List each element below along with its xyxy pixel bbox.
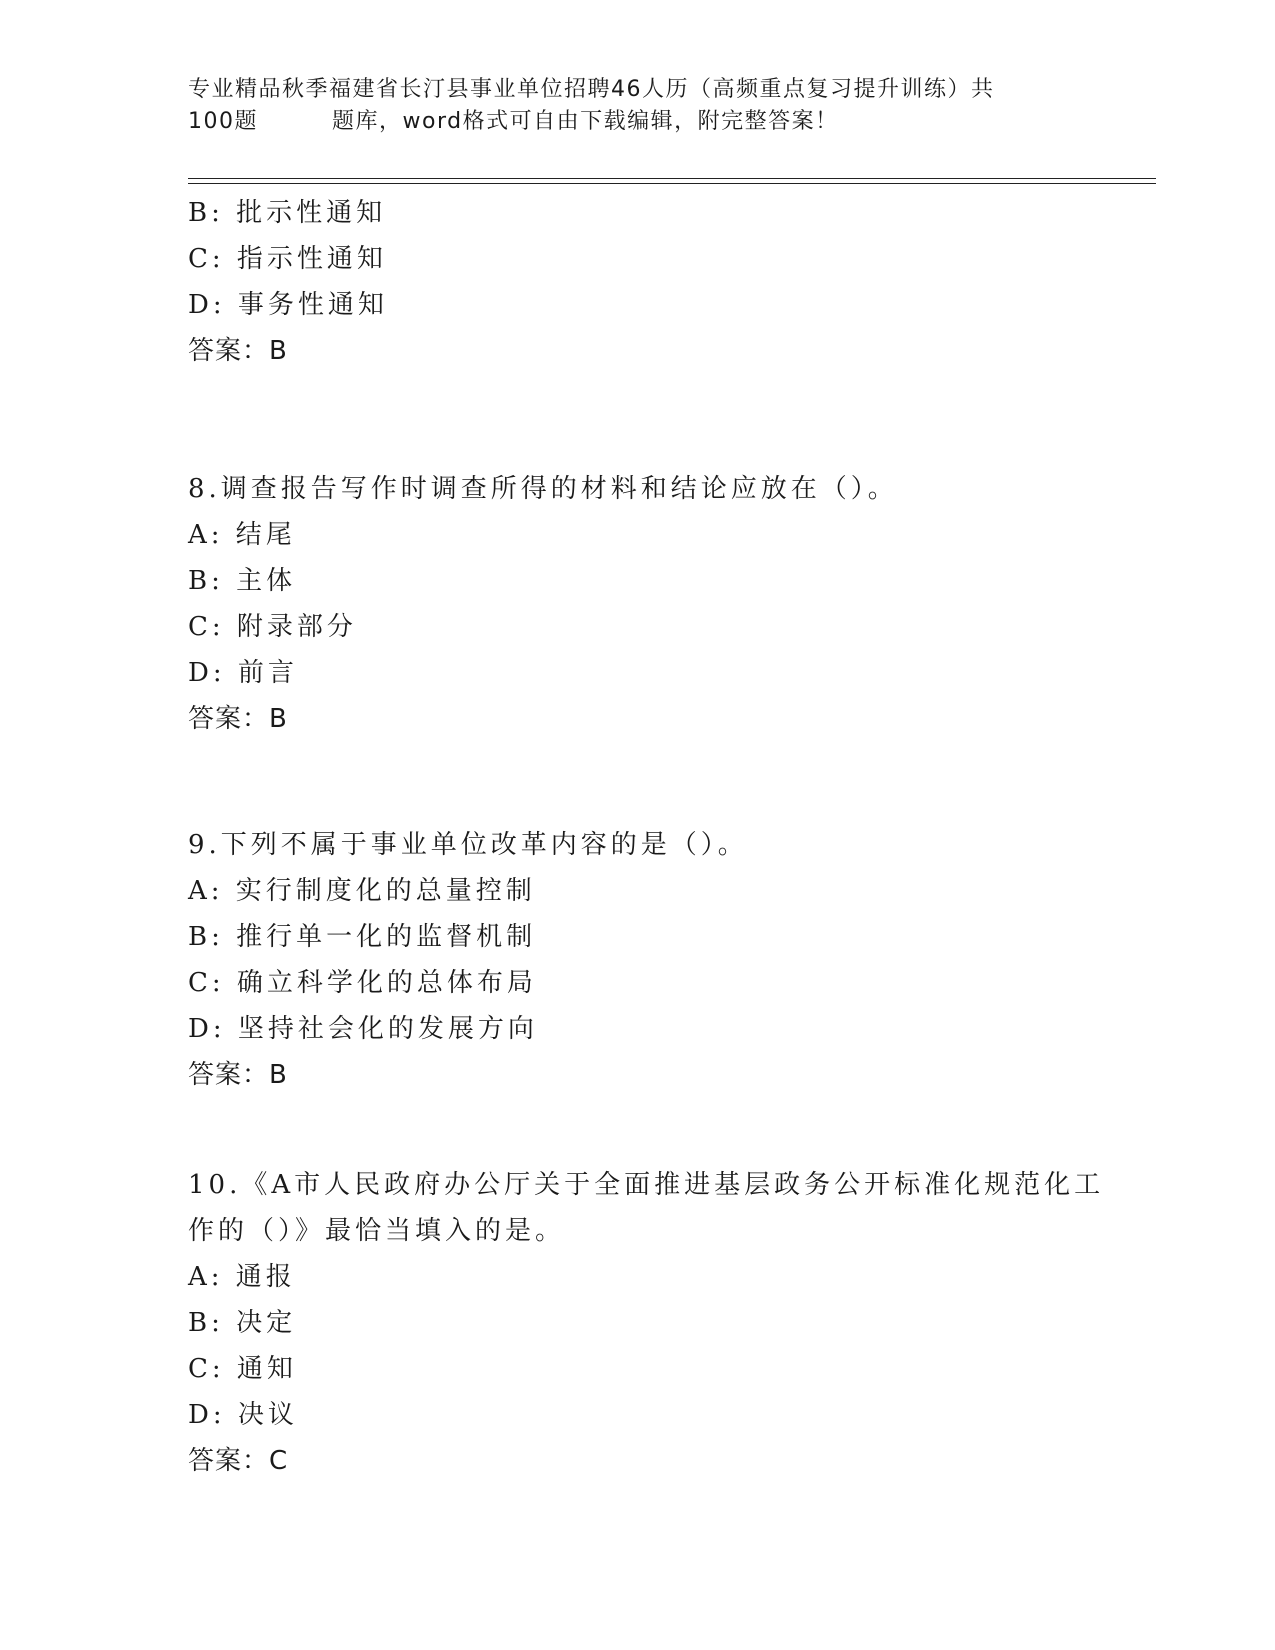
option-c: C: 确立科学化的总体布局	[188, 968, 537, 998]
answer: 答案：B	[188, 336, 288, 366]
header-question-count: 100题	[188, 109, 258, 134]
question-content	[188, 190, 1105, 1484]
header-title-line1: 专业精品秋季福建省长汀县事业单位招聘46人历（高频重点复习提升训练）共	[188, 77, 995, 102]
option-c: C: 指示性通知	[188, 244, 387, 274]
option-b: B: 主体	[188, 566, 297, 596]
header-divider-top	[188, 178, 1156, 179]
header-divider-bottom	[188, 183, 1156, 184]
header-title-line2	[188, 106, 1068, 138]
option-d: D: 事务性通知	[188, 290, 388, 320]
option-b: B: 批示性通知	[188, 198, 387, 228]
header-description: 题库，word格式可自由下载编辑，附完整答案！	[332, 109, 839, 134]
option-b: B: 决定	[188, 1308, 297, 1338]
document-header	[188, 74, 1068, 138]
option-a: A: 实行制度化的总量控制	[188, 876, 536, 906]
answer: 答案：B	[188, 704, 288, 734]
option-a: A: 通报	[188, 1262, 296, 1292]
question-10	[188, 1162, 1105, 1484]
option-d: D: 决议	[188, 1400, 298, 1430]
question-stem: 9.下列不属于事业单位改革内容的是（）。	[188, 830, 748, 860]
option-a: A: 结尾	[188, 520, 296, 550]
option-c: C: 附录部分	[188, 612, 357, 642]
answer: 答案：C	[188, 1446, 289, 1476]
question-stem-line2: 作的（）》最恰当填入的是。	[188, 1216, 566, 1246]
question-stem-line1: 10.《A市人民政府办公厅关于全面推进基层政务公开标准化规范化工	[188, 1170, 1105, 1200]
answer: 答案：B	[188, 1060, 288, 1090]
question-9	[188, 822, 1088, 1098]
question-stem: 8.调查报告写作时调查所得的材料和结论应放在（）。	[188, 474, 898, 504]
question-7-continuation	[188, 190, 1088, 374]
option-d: D: 坚持社会化的发展方向	[188, 1014, 538, 1044]
option-d: D: 前言	[188, 658, 298, 688]
question-8	[188, 466, 1088, 742]
option-c: C: 通知	[188, 1354, 297, 1384]
option-b: B: 推行单一化的监督机制	[188, 922, 537, 952]
